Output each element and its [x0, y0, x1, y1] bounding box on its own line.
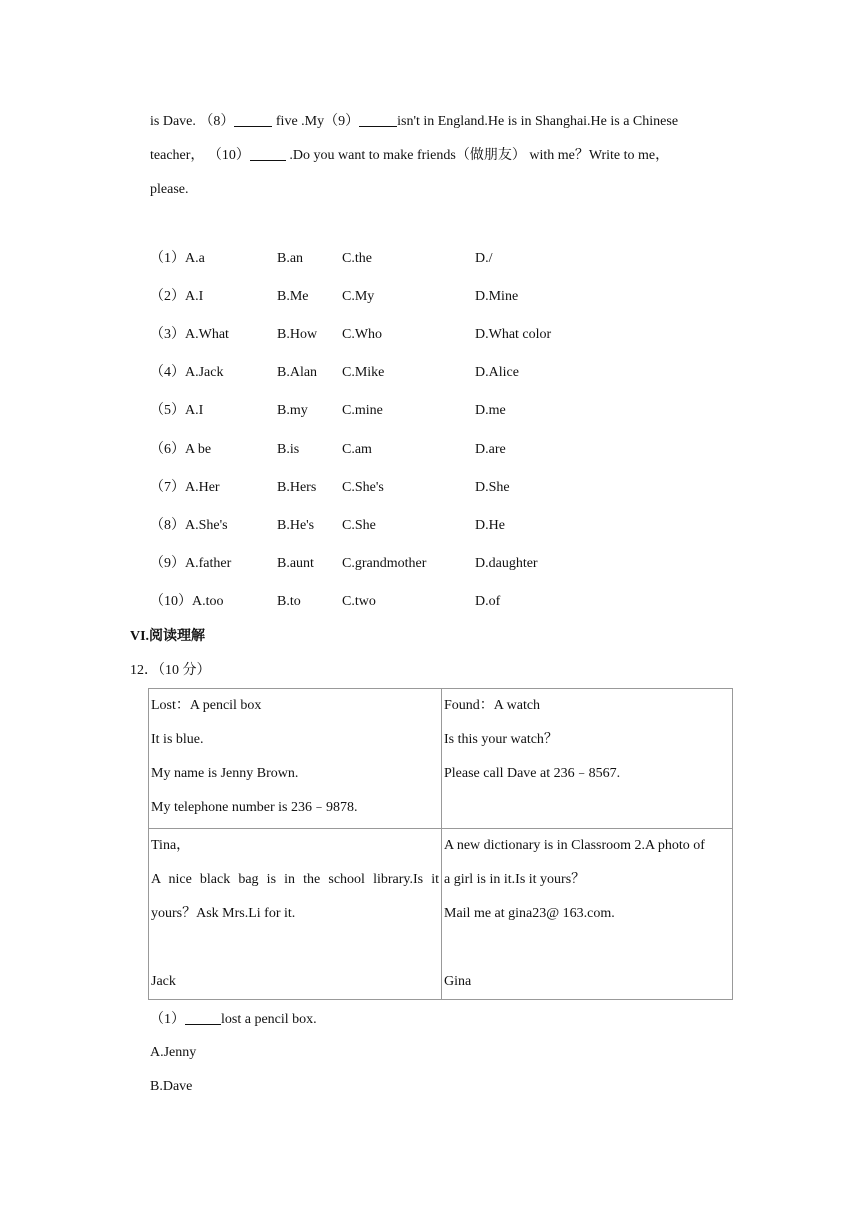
question-1: （1） lost a pencil box.: [150, 1012, 317, 1027]
option-d[interactable]: D.She: [475, 479, 510, 495]
option-b[interactable]: B.an: [277, 251, 304, 266]
option-b[interactable]: B.Hers: [277, 479, 317, 495]
gina-notice: [442, 829, 733, 1000]
option-a-label: A.I: [185, 289, 204, 305]
option-number: （1）: [150, 251, 185, 266]
lost-line: My name is Jenny Brown.: [151, 766, 299, 781]
option-a-label: A.I: [185, 403, 204, 419]
option-c[interactable]: C.She: [342, 517, 376, 533]
option-c[interactable]: C.She's: [342, 479, 384, 495]
answer-option-a[interactable]: A.Jenny: [150, 1045, 197, 1060]
option-b[interactable]: B.my: [277, 403, 308, 419]
option-c[interactable]: C.My: [342, 289, 375, 305]
option-a[interactable]: [150, 440, 211, 460]
question-number: 12．（10 分）: [130, 663, 211, 678]
option-a[interactable]: [150, 478, 220, 498]
blank-8[interactable]: [234, 112, 272, 127]
section-title: VI.阅读理解: [130, 629, 206, 644]
option-c[interactable]: C.am: [342, 441, 372, 457]
notices-table: [148, 688, 733, 1000]
passage-line-2: teacher， （10） .Do you want to make friends（做朋友） with me？Write to me，: [150, 148, 670, 163]
option-number: （2）: [150, 289, 185, 305]
found-line: Please call Dave at 236﹣8567.: [444, 766, 621, 781]
option-d[interactable]: D.are: [475, 441, 506, 457]
option-d[interactable]: D.Mine: [475, 289, 519, 305]
tina-line: A nice black bag is in the school library.Is it: [151, 872, 439, 887]
option-a[interactable]: [150, 287, 203, 307]
lost-title: Lost：A pencil box: [151, 698, 262, 713]
option-d[interactable]: D.What color: [475, 327, 552, 343]
option-a-label: A.She's: [185, 517, 228, 533]
found-line: Is this your watch？: [444, 732, 558, 747]
option-number: （7）: [150, 479, 185, 495]
tina-greeting: Tina，: [151, 838, 191, 853]
option-a-label: A.Jack: [185, 365, 224, 381]
option-a[interactable]: [150, 592, 224, 612]
option-number: （10）: [150, 593, 192, 609]
option-d[interactable]: D.He: [475, 517, 505, 533]
option-c[interactable]: C.two: [342, 593, 376, 609]
option-number: （6）: [150, 441, 185, 457]
option-b[interactable]: B.aunt: [277, 555, 314, 571]
option-c[interactable]: C.Who: [342, 327, 383, 343]
blank-9[interactable]: [359, 112, 397, 127]
option-number: （4）: [150, 365, 185, 381]
option-b[interactable]: B.He's: [277, 517, 315, 533]
option-a[interactable]: [150, 249, 205, 269]
option-a[interactable]: [150, 325, 229, 345]
option-b[interactable]: B.to: [277, 593, 301, 609]
option-d[interactable]: D.Alice: [475, 365, 519, 381]
option-c[interactable]: C.mine: [342, 403, 383, 419]
option-number: （3）: [150, 327, 185, 343]
option-a-label: A.too: [192, 593, 224, 609]
spacer: [151, 931, 439, 965]
option-a[interactable]: [150, 401, 203, 421]
question-1-blank[interactable]: [185, 1010, 221, 1025]
option-a[interactable]: [150, 516, 228, 536]
answer-option-b[interactable]: B.Dave: [150, 1079, 193, 1094]
spacer: [444, 931, 730, 965]
option-a[interactable]: [150, 363, 224, 383]
option-d[interactable]: D.me: [475, 403, 506, 419]
option-c[interactable]: C.Mike: [342, 365, 385, 381]
tina-notice: [149, 829, 442, 1000]
lost-line: My telephone number is 236﹣9878.: [151, 800, 358, 815]
passage-line-3: please.: [150, 182, 189, 197]
found-notice: [442, 689, 733, 829]
gina-line: Mail me at gina23@ 163.com.: [444, 906, 615, 921]
passage: [150, 105, 732, 207]
option-a-label: A be: [185, 441, 212, 457]
blank-10[interactable]: [250, 146, 286, 161]
lost-line: It is blue.: [151, 732, 204, 747]
option-b[interactable]: B.Me: [277, 289, 309, 305]
option-number: （5）: [150, 403, 185, 419]
gina-line: a girl is in it.Is it yours？: [444, 872, 586, 887]
option-b[interactable]: B.is: [277, 441, 300, 457]
option-d[interactable]: D.daughter: [475, 555, 538, 571]
option-number: （9）: [150, 555, 185, 571]
tina-line: yours？Ask Mrs.Li for it.: [151, 906, 296, 921]
option-d[interactable]: D.of: [475, 593, 501, 609]
option-a-label: A.father: [185, 555, 232, 571]
found-title: Found：A watch: [444, 698, 541, 713]
option-c[interactable]: C.grandmother: [342, 555, 427, 571]
tina-signature: Jack: [151, 974, 176, 989]
option-a-label: A.Her: [185, 479, 220, 495]
option-c[interactable]: C.the: [342, 251, 372, 266]
option-b[interactable]: B.How: [277, 327, 318, 343]
option-a[interactable]: [150, 554, 231, 574]
option-d[interactable]: D./: [475, 251, 493, 266]
gina-signature: Gina: [444, 974, 472, 989]
passage-line-1: is Dave. （8） five .My（9） isn't in England.He is in Shanghai.He is a Chinese: [150, 114, 679, 129]
option-b[interactable]: B.Alan: [277, 365, 318, 381]
lost-notice: [149, 689, 442, 829]
gina-line: A new dictionary is in Classroom 2.A photo of: [444, 838, 705, 853]
option-number: （8）: [150, 517, 185, 533]
option-a-label: A.a: [185, 251, 205, 266]
option-a-label: A.What: [185, 327, 229, 343]
